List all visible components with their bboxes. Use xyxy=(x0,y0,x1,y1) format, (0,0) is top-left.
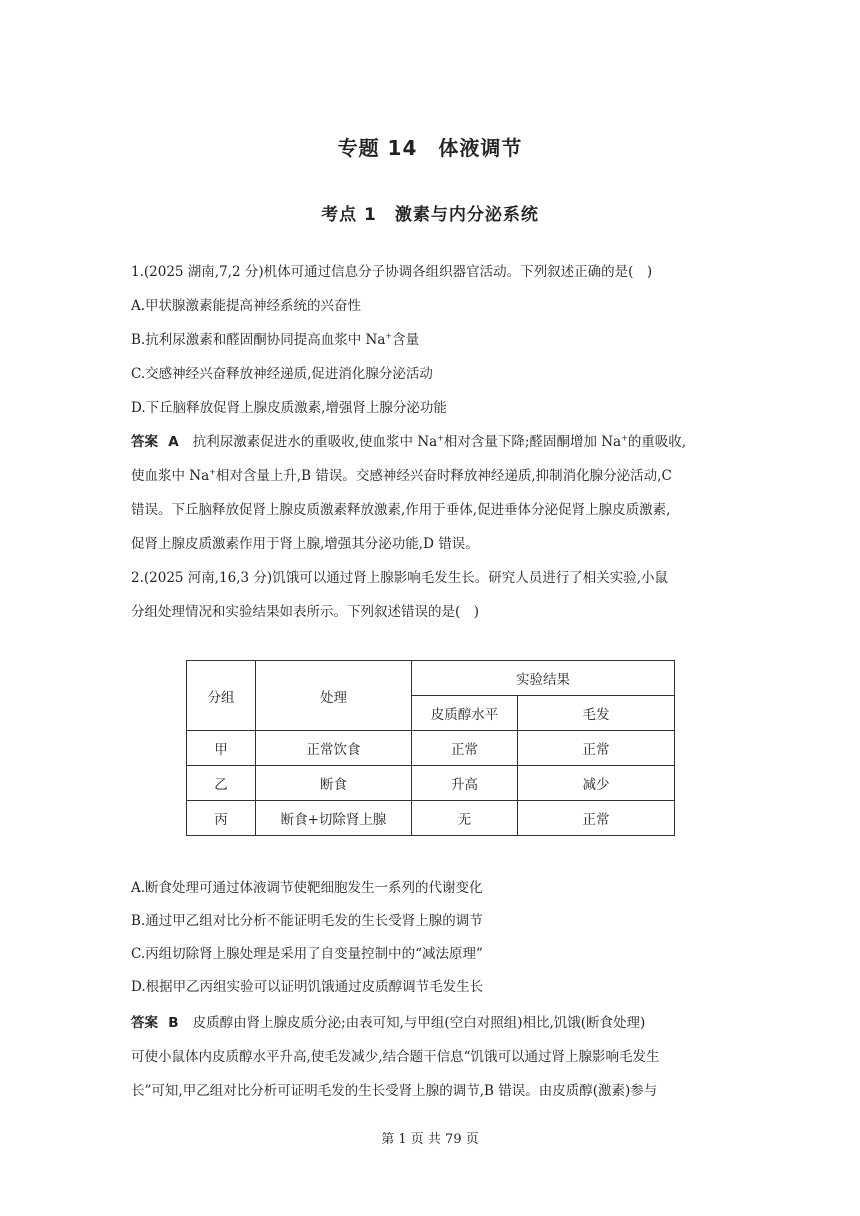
experiment-table xyxy=(186,660,675,836)
q2-option-a: A.断食处理可通过体液调节使靶细胞发生一系列的代谢变化 xyxy=(131,880,483,896)
table-cell: 甲 xyxy=(187,731,256,766)
q2-option-d: D.根据甲乙丙组实验可以证明饥饿通过皮质醇调节毛发生长 xyxy=(131,979,484,995)
q1-answer-line-2: 使血浆中 Na+相对含量上升,B 错误。交感神经兴奋时释放神经递质,抑制消化腺分泌活动,C xyxy=(131,467,672,484)
page-footer: 第 1 页 共 79 页 xyxy=(381,1132,479,1147)
q1-option-b: B.抗利尿激素和醛固酮协同提高血浆中 Na+含量 xyxy=(131,331,420,348)
table-row xyxy=(187,801,675,836)
table-row xyxy=(187,731,675,766)
page-title: 专题 14 体液调节 xyxy=(337,136,523,160)
q1-option-d: D.下丘脑释放促肾上腺皮质激素,增强肾上腺分泌功能 xyxy=(131,400,447,416)
answer-choice: A xyxy=(168,434,179,450)
q1-option-c: C.交感神经兴奋释放神经递质,促进消化腺分泌活动 xyxy=(131,366,433,382)
q1-option-a: A.甲状腺激素能提高神经系统的兴奋性 xyxy=(131,298,362,314)
q2-answer-line-3: 长”可知,甲乙组对比分析可证明毛发的生长受肾上腺的调节,B 错误。由皮质醇(激素)参与 xyxy=(131,1083,658,1099)
q2-stem-line-1: 2.(2025 河南,16,3 分)饥饿可以通过肾上腺影响毛发生长。研究人员进行了相关实验,小鼠 xyxy=(131,570,668,586)
table-cell: 正常饮食 xyxy=(256,731,412,766)
section-title: 考点 1 激素与内分泌系统 xyxy=(321,205,539,225)
q1-answer-line-3: 错误。下丘脑释放促肾上腺皮质激素释放激素,作用于垂体,促进垂体分泌促肾上腺皮质激素, xyxy=(131,502,671,518)
table-cell: 无 xyxy=(412,801,518,836)
header-hair: 毛发 xyxy=(518,696,675,731)
table-row xyxy=(187,766,675,801)
q1-stem: 1.(2025 湖南,7,2 分)机体可通过信息分子协调各组织器官活动。下列叙述正确的是( ) xyxy=(131,264,653,280)
header-group: 分组 xyxy=(187,661,256,731)
table-cell: 乙 xyxy=(187,766,256,801)
q2-answer-line-2: 可使小鼠体内皮质醇水平升高,使毛发减少,结合题干信息“饥饿可以通过肾上腺影响毛发生 xyxy=(131,1049,660,1065)
q1-answer-line-1: 答案 A 抗利尿激素促进水的重吸收,使血浆中 Na+相对含量下降;醛固酮增加 Na+的重吸收, xyxy=(131,433,687,450)
table-cell: 断食 xyxy=(256,766,412,801)
header-treatment: 处理 xyxy=(256,661,412,731)
table-cell: 正常 xyxy=(412,731,518,766)
q2-option-b: B.通过甲乙组对比分析不能证明毛发的生长受肾上腺的调节 xyxy=(131,913,483,929)
answer-label: 答案 xyxy=(131,434,158,450)
header-result: 实验结果 xyxy=(412,661,675,696)
table-cell: 正常 xyxy=(518,801,675,836)
q2-answer-line-1: 答案 B 皮质醇由肾上腺皮质分泌;由表可知,与甲组(空白对照组)相比,饥饿(断食处理) xyxy=(131,1015,646,1031)
table-cell: 减少 xyxy=(518,766,675,801)
table-cell: 丙 xyxy=(187,801,256,836)
answer-choice: B xyxy=(168,1015,179,1031)
q1-answer-line-4: 促肾上腺皮质激素作用于肾上腺,增强其分泌功能,D 错误。 xyxy=(131,536,479,552)
q2-stem-line-2: 分组处理情况和实验结果如表所示。下列叙述错误的是( ) xyxy=(131,604,480,620)
table-cell: 升高 xyxy=(412,766,518,801)
answer-label: 答案 xyxy=(131,1015,158,1031)
table-cell: 正常 xyxy=(518,731,675,766)
table-cell: 断食+切除肾上腺 xyxy=(256,801,412,836)
header-cortisol: 皮质醇水平 xyxy=(412,696,518,731)
q2-option-c: C.丙组切除肾上腺处理是采用了自变量控制中的“减法原理” xyxy=(131,946,483,962)
